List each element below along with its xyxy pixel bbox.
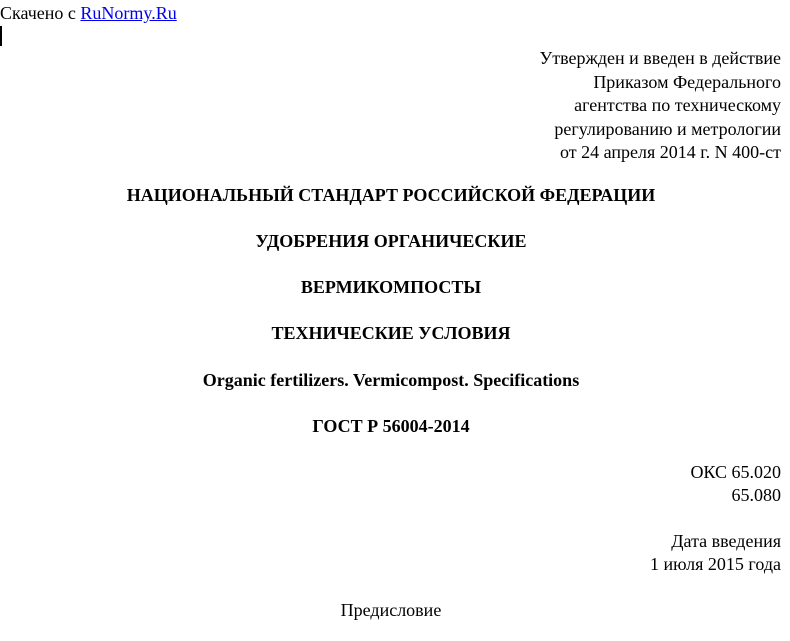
product-title: ВЕРМИКОМПОСТЫ <box>300 277 482 297</box>
subject-title: УДОБРЕНИЯ ОРГАНИЧЕСКИЕ <box>255 231 527 251</box>
introduction-date-block <box>650 530 781 576</box>
gost-code: ГОСТ Р 56004-2014 <box>312 416 470 436</box>
introduction-date-value: 1 июля 2015 года <box>650 554 781 574</box>
approval-line: Приказом Федерального <box>593 71 781 92</box>
approval-line: агентства по техническому <box>574 95 781 115</box>
runormy-link[interactable]: RuNormy.Ru <box>80 3 177 23</box>
okc-code-1: ОКС 65.020 <box>690 462 781 482</box>
okc-block <box>690 461 781 507</box>
conditions-title: ТЕХНИЧЕСКИЕ УСЛОВИЯ <box>271 323 511 343</box>
approval-line: Утвержден и введен в действие <box>539 48 781 68</box>
source-prefix: Скачено с <box>0 3 81 23</box>
approval-line: регулированию и метрологии <box>554 118 781 139</box>
okc-code-2: 65.080 <box>731 485 781 505</box>
text-cursor <box>0 26 2 46</box>
introduction-date-label: Дата введения <box>671 531 781 551</box>
approval-block <box>539 47 781 165</box>
standard-title: НАЦИОНАЛЬНЫЙ СТАНДАРТ РОССИЙСКОЙ ФЕДЕРАЦИИ <box>126 185 656 205</box>
english-title: Organic fertilizers. Vermicompost. Specifications <box>202 370 580 390</box>
source-line <box>0 2 177 25</box>
approval-line: от 24 апреля 2014 г. N 400-ст <box>560 142 781 162</box>
preface-heading: Предисловие <box>340 600 442 620</box>
